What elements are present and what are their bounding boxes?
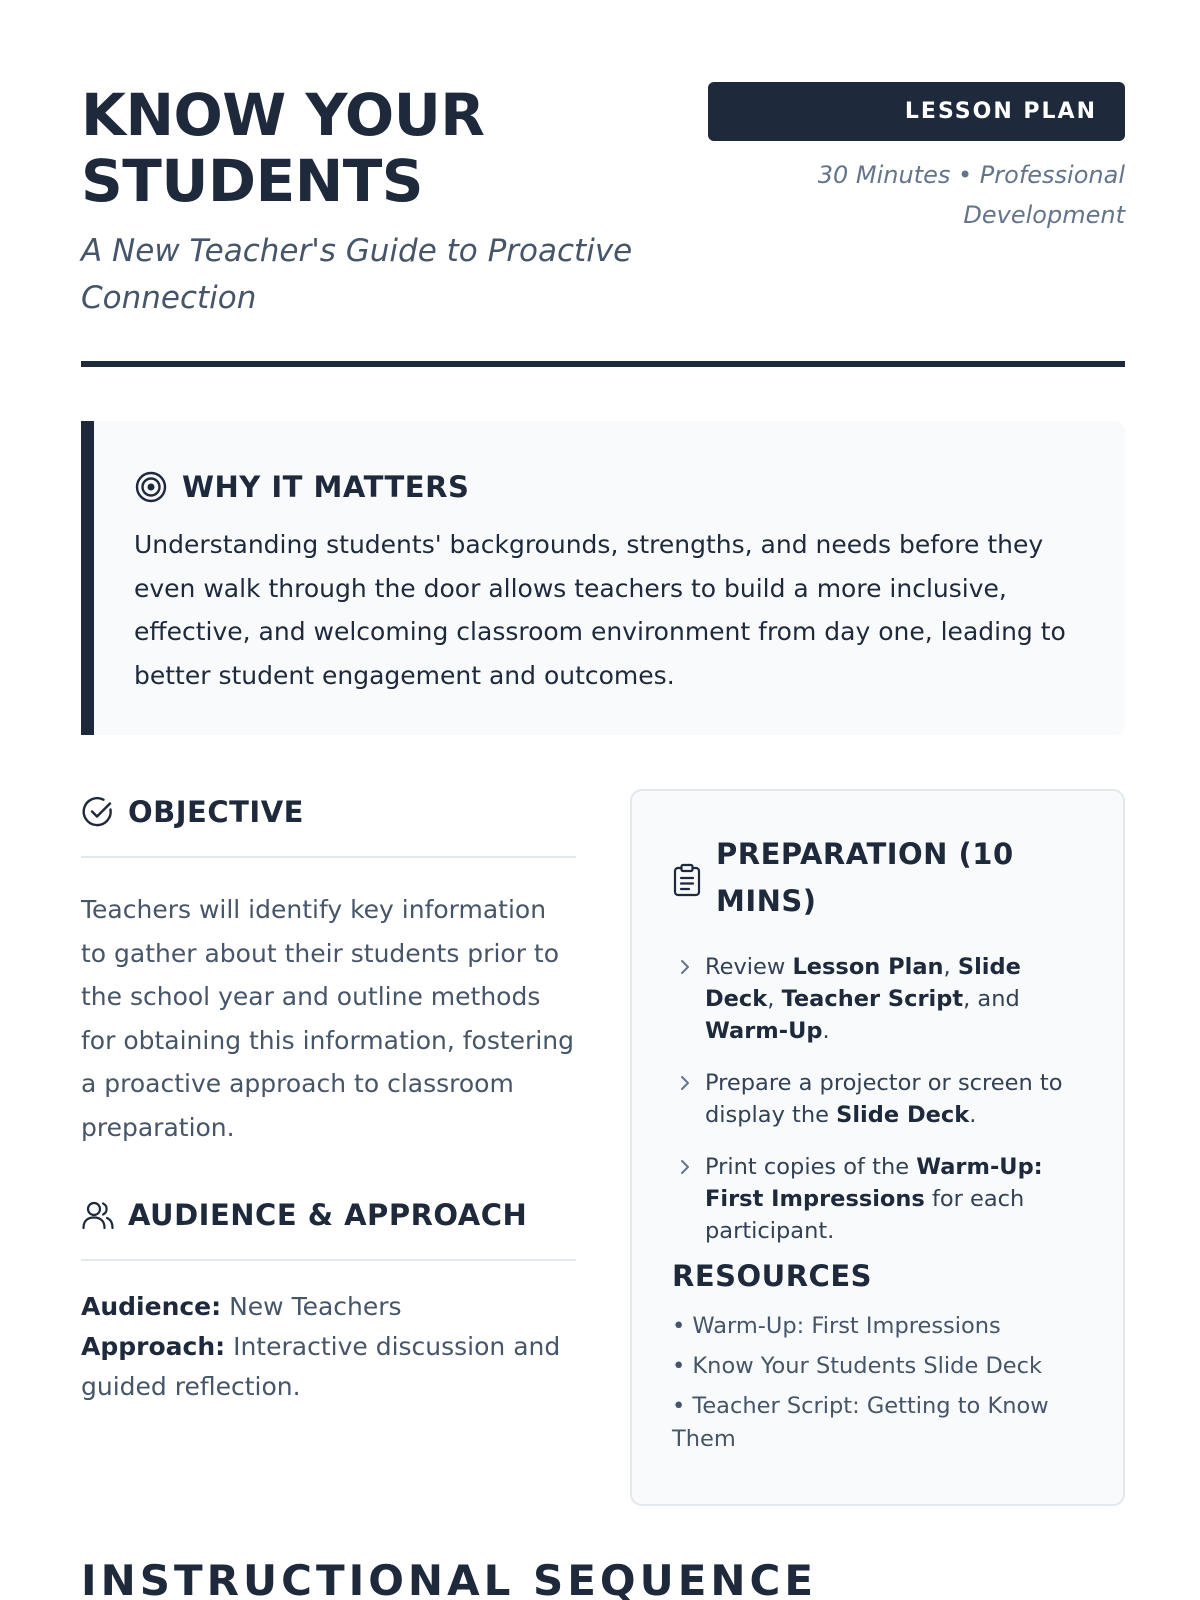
audience-heading-row (81, 1193, 576, 1237)
chevron-right-icon (678, 958, 692, 976)
item-text: , (943, 954, 958, 980)
item-bold: Lesson Plan (792, 954, 944, 980)
approach-line (81, 1327, 576, 1407)
audience-heading: AUDIENCE & APPROACH (128, 1198, 528, 1232)
why-heading: WHY IT MATTERS (182, 470, 470, 504)
title-line-1: KNOW YOUR (81, 81, 485, 149)
item-text: for each participant. (705, 1186, 1025, 1244)
approach-label: Approach: (81, 1332, 226, 1361)
accent-bar (81, 421, 94, 735)
audience-details (81, 1287, 576, 1407)
left-column (81, 790, 576, 1401)
list-item (678, 951, 1098, 1047)
header-divider (81, 361, 1125, 367)
item-text: Print copies of the (705, 1154, 917, 1180)
item-text: , (767, 986, 782, 1012)
objective-body: Teachers will identify key information to gather about their students prior to the school year and outline methods for obtaining this information, fostering a proactive approach to classroom preparation. (81, 895, 574, 1142)
why-body: Understanding students' backgrounds, strengths, and needs before they even walk through the door allows teachers to build a more inclusive, effective, and welcoming classroom environment from day one, leading to better student engagement and outcomes. (134, 530, 1066, 690)
item-bold: Slide Deck (705, 954, 1021, 1012)
resource-item: • Warm-Up: First Impressions (672, 1313, 1001, 1339)
duration-line-2: Development (963, 201, 1125, 229)
audience-label: Audience: (81, 1292, 222, 1321)
audience-section (81, 1193, 576, 1407)
approach-value: Interactive discussion and guided reflection. (81, 1332, 561, 1401)
duration-line-1: 30 Minutes • Professional (817, 161, 1125, 189)
resources-heading: RESOURCES (672, 1259, 873, 1293)
audience-divider (81, 1259, 576, 1261)
preparation-heading-row (672, 831, 1092, 927)
check-circle-icon (81, 795, 115, 829)
item-text: . (822, 1018, 830, 1044)
objective-divider (81, 856, 576, 858)
item-text: Prepare a projector or screen to display the (705, 1070, 1063, 1128)
lesson-plan-badge: LESSON PLAN (708, 82, 1125, 141)
audience-value: New Teachers (221, 1292, 402, 1321)
item-bold: Warm-Up: First Impressions (705, 1154, 1043, 1212)
item-bold: Teacher Script (781, 986, 964, 1012)
header (81, 81, 1125, 316)
why-heading-row (134, 467, 469, 507)
preparation-list (678, 951, 1098, 1267)
list-item (678, 1067, 1098, 1131)
item-text: , and (963, 986, 1020, 1012)
page-title (81, 82, 721, 214)
why-it-matters-panel (81, 421, 1125, 735)
duration-text (745, 155, 1125, 235)
preparation-card (630, 789, 1125, 1506)
item-text: . (969, 1102, 977, 1128)
chevron-right-icon (678, 1074, 692, 1092)
instructional-sequence-heading: INSTRUCTIONAL SEQUENCE (81, 1556, 818, 1600)
lesson-plan-page (81, 0, 1125, 1600)
item-bold: Slide Deck (836, 1102, 970, 1128)
title-line-2: STUDENTS (81, 147, 424, 215)
list-item (678, 1151, 1098, 1247)
resource-item: • Know Your Students Slide Deck (672, 1353, 1043, 1379)
resource-item: • Teacher Script: Getting to Know Them (672, 1393, 1049, 1452)
resources-list (672, 1310, 1072, 1463)
page-subtitle: A New Teacher's Guide to Proactive Connection (81, 233, 633, 316)
clipboard-icon (672, 863, 702, 897)
users-icon (81, 1198, 115, 1232)
target-icon (134, 470, 168, 504)
chevron-right-icon (678, 1158, 692, 1176)
item-text: Review (705, 954, 793, 980)
objective-heading: OBJECTIVE (128, 795, 304, 829)
item-bold: Warm-Up (705, 1018, 823, 1044)
preparation-heading: PREPARATION (10 MINS) (716, 837, 1014, 918)
audience-line (81, 1287, 576, 1327)
objective-heading-row (81, 790, 576, 834)
